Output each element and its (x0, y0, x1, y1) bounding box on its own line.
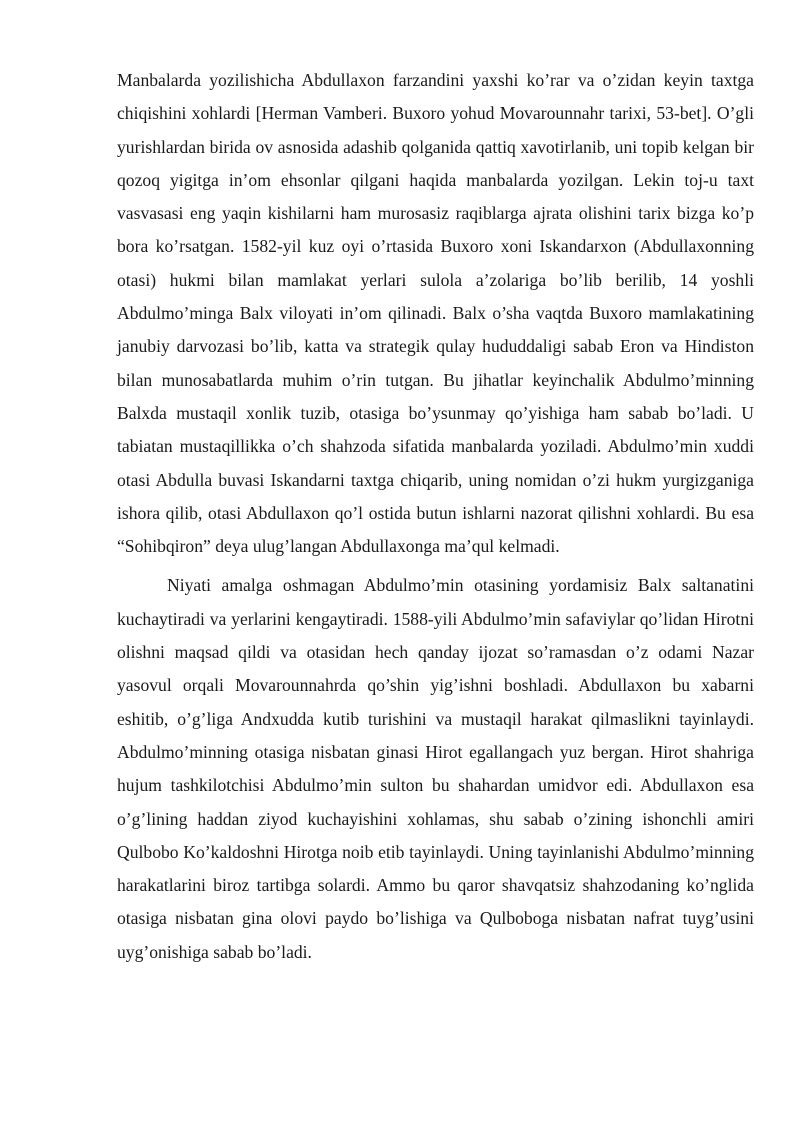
document-body (117, 64, 754, 969)
paragraph-2: Niyati amalga oshmagan Abdulmo’min otasining yordamisiz Balx saltanatini kuchaytiradi va yerlarini kengaytiradi. 1588-yili Abdulmo’min safaviylar qo’lidan Hirotni olishni maqsad qildi va otasidan hech qanday ijozat so’ramasdan o’z odami Nazar yasovul orqali Movarounnahrda qo’shin yig’ishni boshladi. Abdullaxon bu xabarni eshitib, o’g’liga Andxudda kutib turishini va mustaqil harakat qilmaslikni tayinlaydi. Abdulmo’minning otasiga nisbatan ginasi Hirot egallangach yuz bergan. Hirot shahriga hujum tashkilotchisi Abdulmo’min sulton bu shahardan umidvor edi. Abdullaxon esa o’g’lining haddan ziyod kuchayishini xohlamas, shu sabab o’zining ishonchli amiri Qulbobo Ko’kaldoshni Hirotga noib etib tayinlaydi. Uning tayinlanishi Abdulmo’minning harakatlarini biroz tartibga solardi. Ammo bu qaror shavqatsiz shahzodaning ko’nglida otasiga nisbatan gina olovi paydo bo’lishiga va Qulboboga nisbatan nafrat tuyg’usini uyg’onishiga sabab bo’ladi. (117, 575, 754, 962)
paragraph-1: Manbalarda yozilishicha Abdullaxon farzandini yaxshi ko’rar va o’zidan keyin taxtga chiqishini xohlardi [Herman Vamberi. Buxoro yohud Movarounnahr tarixi, 53-bet]. O’gli yurishlardan birida ov asnosida adashib qolganida qattiq xavotirlanib, uni topib kelgan bir qozoq yigitga in’om ehsonlar qilgani haqida manbalarda yozilgan. Lekin toj-u taxt vasvasasi eng yaqin kishilarni ham murosasiz raqiblarga ajrata olishini tarix bizga ko’p bora ko’rsatgan. 1582-yil kuz oyi o’rtasida Buxoro xoni Iskandarxon (Abdullaxonning otasi) hukmi bilan mamlakat yerlari sulola a’zolariga bo’lib berilib, 14 yoshli Abdulmo’minga Balx viloyati in’om qilinadi. Balx o’sha vaqtda Buxoro mamlakatining janubiy darvozasi bo’lib, katta va strategik qulay hududdaligi sabab Eron va Hindiston bilan munosabatlarda muhim o’rin tutgan. Bu jihatlar keyinchalik Abdulmo’minning Balxda mustaqil xonlik tuzib, otasiga bo’ysunmay qo’yishiga ham sabab bo’ladi. U tabiatan mustaqillikka o’ch shahzoda sifatida manbalarda yoziladi. Abdulmo’min xuddi otasi Abdulla buvasi Iskandarni taxtga chiqarib, uning nomidan o’zi hukm yurgizganiga ishora qilib, otasi Abdullaxon qo’l ostida butun ishlarni nazorat qilishni xohlardi. Bu esa “Sohibqiron” deya ulug’langan Abdullaxonga ma’qul kelmadi. (117, 70, 754, 557)
